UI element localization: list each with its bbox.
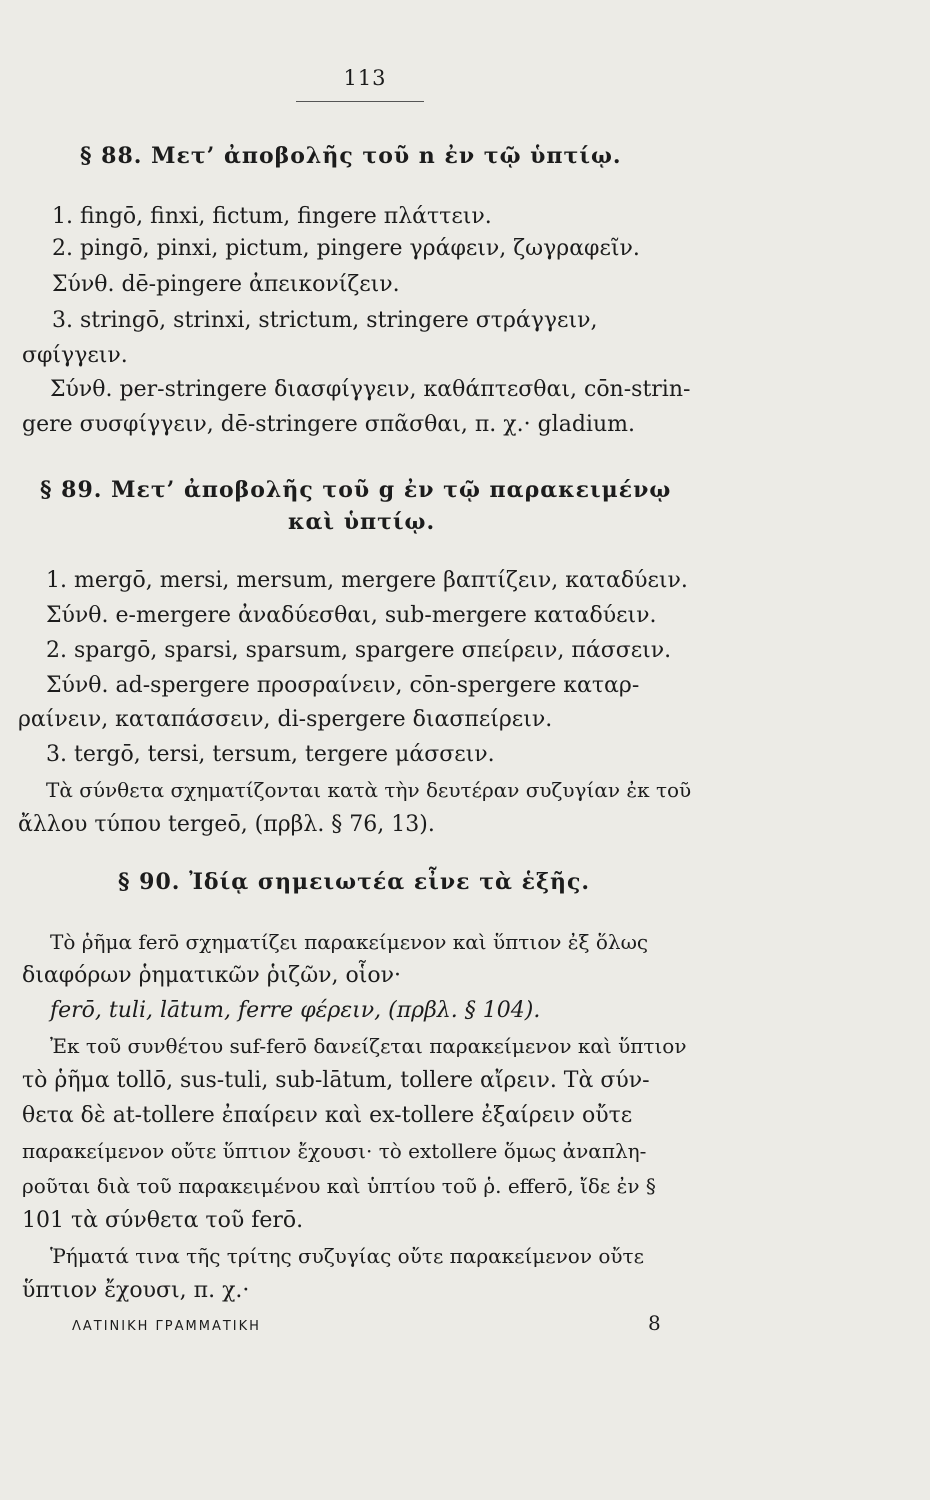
section-90-heading: § 90. Ἰδίᾳ σημειωτέα εἶνε τὰ ἑξῆς. (118, 869, 591, 895)
section-89-heading: § 89. Μετ’ ἀποβολῆς τοῦ g ἐν τῷ παρακειμένῳ (40, 477, 672, 503)
page-number-rule (296, 101, 424, 102)
s89-line-6: 3. tergō, tersi, tersum, tergere μάσσειν. (46, 742, 495, 767)
s90-line-6: θετα δὲ at-tollere ἐπαίρειν καὶ ex-tollere ἐξαίρειν οὔτε (22, 1103, 633, 1128)
s89-line-7: Τὰ σύνθετα σχηματίζονται κατὰ τὴν δευτέραν συζυγίαν ἐκ τοῦ (46, 778, 692, 802)
s89-line-3: 2. spargō, sparsi, sparsum, spargere σπείρειν, πάσσειν. (46, 638, 672, 663)
s90-line-10: Ῥήματά τινα τῆς τρίτης συζυγίας οὔτε παρακείμενον οὔτε (50, 1244, 644, 1268)
section-88-heading: § 88. Μετ’ ἀποβολῆς τοῦ n ἐν τῷ ὑπτίῳ. (80, 143, 622, 169)
signature-mark: 8 (648, 1311, 661, 1335)
s89-line-5: ραίνειν, καταπάσσειν, di-spergere διασπείρειν. (18, 707, 553, 732)
s88-line-1: 1. fingō, finxi, fictum, fingere πλάττειν. (52, 204, 492, 229)
page-number: 113 (343, 66, 387, 90)
s88-line-7: gere συσφίγγειν, dē-stringere σπᾶσθαι, π. χ.· gladium. (22, 412, 635, 437)
s88-line-3: Σύνθ. dē-pingere ἀπεικονίζειν. (52, 272, 400, 297)
s89-line-1: 1. mergō, mersi, mersum, mergere βαπτίζειν, καταδύειν. (46, 568, 688, 593)
s90-line-9: 101 τὰ σύνθετα τοῦ ferō. (22, 1208, 304, 1233)
s90-line-4: Ἐκ τοῦ συνθέτου suf-ferō δανείζεται παρακείμενον καὶ ὕπτιον (50, 1034, 687, 1058)
s89-line-8: ἄλλου τύπου tergeō, (πρβλ. § 76, 13). (18, 812, 435, 837)
s90-line-1: Τὸ ῥῆμα ferō σχηματίζει παρακείμενον καὶ ὕπτιον ἐξ ὅλως (50, 930, 649, 954)
section-89-heading-line-2: καὶ ὑπτίῳ. (288, 509, 436, 535)
s90-line-7: παρακείμενον οὔτε ὕπτιον ἔχουσι· τὸ extollere ὅμως ἀναπλη- (22, 1139, 647, 1163)
book-title-footer: ΛΑΤΙΝΙΚΗ ΓΡΑΜΜΑΤΙΚΗ (72, 1319, 261, 1334)
s90-line-3: ferō, tuli, lātum, ferre φέρειν, (πρβλ. § 104). (50, 998, 541, 1023)
s88-line-6: Σύνθ. per-stringere διασφίγγειν, καθάπτεσθαι, cōn-strin- (50, 377, 691, 402)
s88-line-2: 2. pingō, pinxi, pictum, pingere γράφειν, ζωγραφεῖν. (52, 236, 640, 261)
s89-line-4: Σύνθ. ad-spergere προσραίνειν, cōn-spergere καταρ- (46, 673, 640, 698)
s90-line-5: τὸ ῥῆμα tollō, sus-tuli, sub-lātum, tollere αἴρειν. Τὰ σύν- (22, 1068, 650, 1093)
s88-line-5: σφίγγειν. (22, 343, 128, 368)
s90-line-8: ροῦται διὰ τοῦ παρακειμένου καὶ ὑπτίου τοῦ ῥ. efferō, ἴδε ἐν § (22, 1174, 656, 1198)
s88-line-4: 3. stringō, strinxi, strictum, stringere στράγγειν, (52, 308, 598, 333)
s89-line-2: Σύνθ. e-mergere ἀναδύεσθαι, sub-mergere καταδύειν. (46, 603, 657, 628)
s90-line-2: διαφόρων ῥηματικῶν ῥιζῶν, οἷον· (22, 963, 402, 988)
s90-line-11: ὕπτιον ἔχουσι, π. χ.· (22, 1278, 250, 1303)
